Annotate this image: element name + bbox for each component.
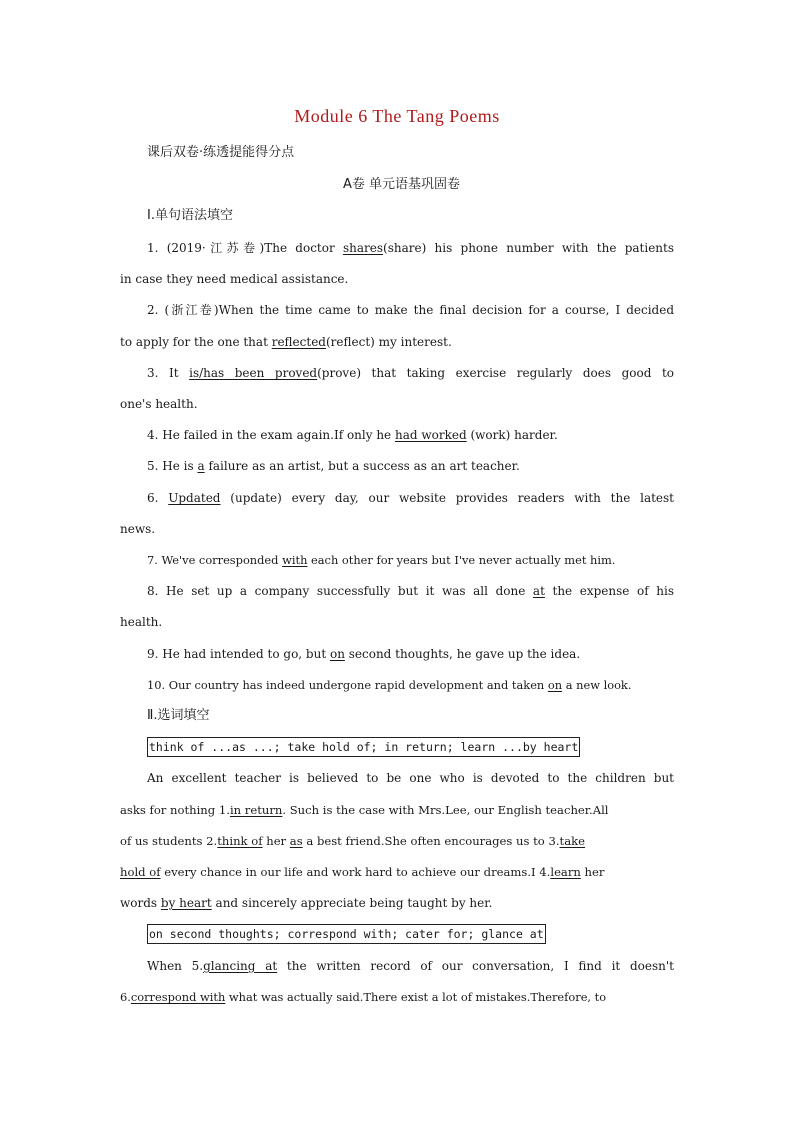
question-text: (work) harder. [466,428,558,442]
question-text: 7. We've corresponded [147,553,283,567]
answer: think of [217,834,263,848]
question-6-cont: news. [120,522,156,536]
answer: hold of [120,865,161,879]
answer: shares [342,241,384,255]
passage1-line2 [120,802,674,818]
question-8-cont: health. [120,615,163,629]
answer: in return [229,803,283,817]
passage-text: 6. [120,990,131,1004]
passage-text: her [262,834,290,848]
answer: correspond with [130,990,226,1004]
question-text: (share) his phone number with the patients [383,241,674,255]
word-box-2: on second thoughts; correspond with; cater for; glance at [147,924,546,944]
question-3 [147,365,674,381]
question-1 [147,240,674,256]
page-title: Module 6 The Tang Poems [294,106,500,126]
passage-text: When 5. [147,959,204,973]
question-text: 3. It [147,366,190,380]
question-5 [147,458,520,474]
question-text: (prove) that taking exercise regularly does good to [317,366,674,380]
part2-heading: Ⅱ.选词填空 [147,708,210,723]
passage2-line1 [147,958,674,974]
question-text: 1. (2019·江苏卷)The doctor [147,241,343,255]
passage2-line2 [120,989,674,1005]
part1-heading: Ⅰ.单句语法填空 [147,208,233,223]
answer: glancing at [203,959,278,973]
question-text: (update) every day, our website provides readers with the latest [220,491,675,505]
answer: on [547,678,563,692]
question-text: the expense of his [544,584,674,598]
word-box-1: think of ...as ...; take hold of; in return; learn ...by heart [147,737,580,757]
section-a-heading: A卷 单元语基巩固卷 [343,177,461,192]
subtitle: 课后双卷·练透提能得分点 [147,145,295,160]
passage-text: her [580,865,605,879]
passage-text: of us students 2. [120,834,218,848]
question-4 [147,427,558,443]
question-7 [147,552,674,568]
answer: at [532,584,545,598]
answer: had worked [394,428,467,442]
question-text: 8. He set up a company successfully but it was all done [147,584,533,598]
question-2: 2. (浙江卷)When the time came to make the final decision for a course, I decided [147,303,674,317]
question-text: second thoughts, he gave up the idea. [344,647,581,661]
question-10 [147,677,674,693]
passage-text: asks for nothing 1. [120,803,230,817]
question-text: 6. [147,491,169,505]
answer: a [197,459,205,473]
question-text: 9. He had intended to go, but [147,647,330,661]
answer: Updated [168,491,221,505]
question-text: a new look. [562,678,632,692]
answer: reflected [271,335,326,349]
passage1-line1: An excellent teacher is believed to be one who is devoted to the children but [147,771,674,785]
question-9 [147,646,580,662]
passage-text: a best friend.She often encourages us to 3. [302,834,560,848]
question-2-cont [120,334,452,350]
question-6 [147,490,674,506]
answer: as [289,834,303,848]
question-text: each other for years but I've never actually met him. [307,553,616,567]
question-text: failure as an artist, but a success as an art teacher. [204,459,520,473]
answer: learn [550,865,581,879]
passage-text: and sincerely appreciate being taught by her. [211,896,493,910]
question-text: 4. He failed in the exam again.If only he [147,428,395,442]
passage-text: what was actually said.There exist a lot of mistakes.Therefore, to [225,990,607,1004]
passage1-line4 [120,864,674,880]
answer: is/has been proved [189,366,318,380]
question-text: to apply for the one that [120,335,272,349]
passage-text: every chance in our life and work hard to achieve our dreams.I 4. [160,865,551,879]
passage1-line5 [120,895,492,911]
answer: take [559,834,586,848]
passage-text: words [120,896,161,910]
passage-text: . Such is the case with Mrs.Lee, our English teacher.All [282,803,609,817]
passage-text: the written record of our conversation, I find it doesn't [277,959,674,973]
answer: by heart [160,896,212,910]
question-text: 10. Our country has indeed undergone rapid development and taken [147,678,548,692]
passage1-line3 [120,833,674,849]
answer: with [282,553,308,567]
question-8 [147,583,674,599]
answer: on [329,647,345,661]
question-3-cont: one's health. [120,397,198,411]
question-text: 5. He is [147,459,198,473]
question-1-cont: in case they need medical assistance. [120,272,349,286]
question-text: (reflect) my interest. [326,335,452,349]
